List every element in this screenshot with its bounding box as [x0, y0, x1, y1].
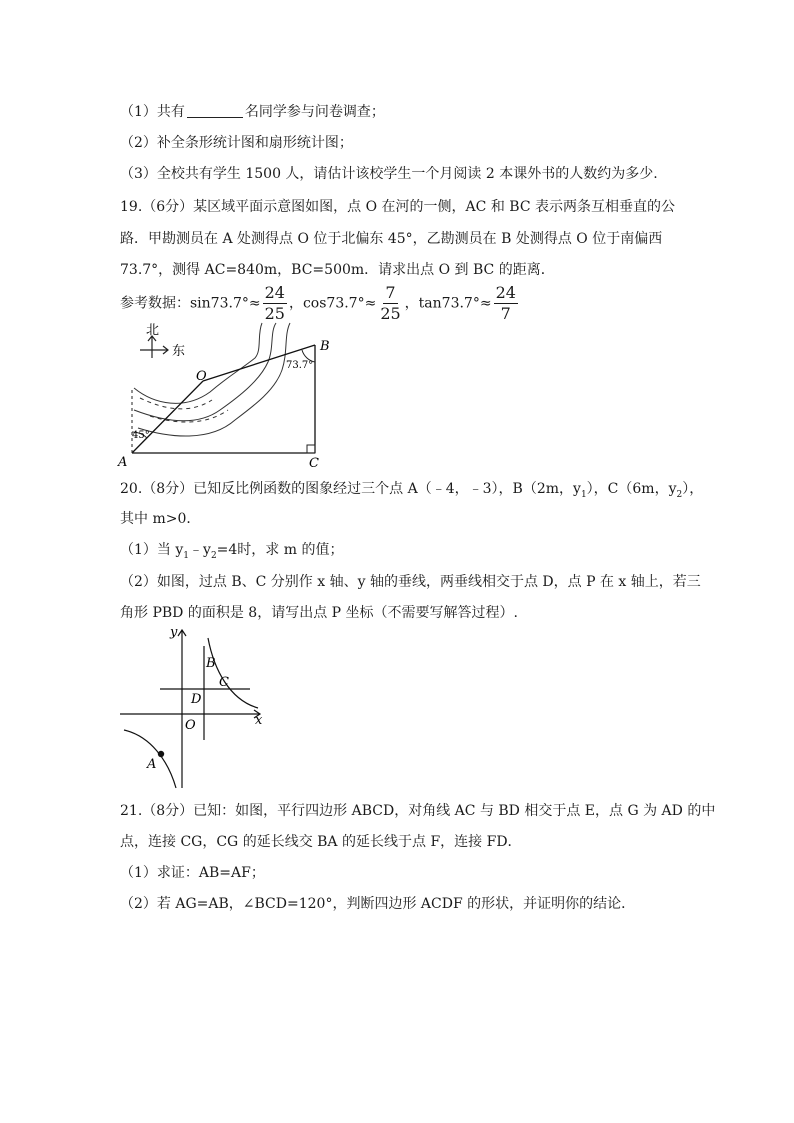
point-c-label: C: [309, 456, 319, 470]
point-o-label: O: [196, 369, 207, 384]
q21-line2: 点，连接 CG，CG 的延长线交 BA 的延长线于点 F，连接 FD．: [120, 834, 522, 850]
q19-reference-data: [120, 283, 520, 324]
line-ao: [132, 381, 203, 453]
point-a-dot: [158, 751, 164, 757]
q20-item1-b: ﹣y: [189, 542, 211, 558]
q18-item1-post: 名同学参与问卷调查；: [244, 104, 385, 120]
subscript-1: 1: [580, 489, 587, 500]
compass-icon: [140, 336, 168, 358]
sin-label: 参考数据：sin73.7°≈: [120, 295, 261, 312]
q20-item2-line1: （2）如图，过点 B、C 分别作 x 轴、y 轴的垂线，两垂线相交于点 D，点 P 在 x 轴上，若三: [120, 574, 701, 590]
q18-item2: （2）补全条形统计图和扇形统计图；: [120, 135, 353, 151]
hyperbola-branch-1: [208, 638, 258, 708]
q20-line1-a: 20.（8分）已知反比例函数的图象经过三个点 A（﹣4，﹣3），B（2m，y: [120, 481, 581, 497]
point-b-label: B: [206, 656, 216, 671]
cos-fraction: [378, 283, 402, 324]
item1-subscript-2: 2: [210, 550, 217, 561]
q20-line2: 其中 m>0．: [120, 511, 201, 527]
point-d-label: D: [191, 692, 202, 707]
tan-fraction: [494, 283, 518, 324]
q19-line3: 73.7°，测得 AC=840m，BC=500m．请求出点 O 到 BC 的距离．: [120, 262, 555, 278]
q21-item2: （2）若 AG=AB，∠BCD=120°，判断四边形 ACDF 的形状，并证明你的结论．: [120, 896, 636, 912]
q20-line1-c: ），: [682, 481, 704, 497]
tan-label: ，tan73.7°≈: [404, 295, 492, 312]
origin-label: O: [185, 718, 196, 733]
east-label: 东: [172, 344, 186, 359]
q19-map-figure: [110, 320, 340, 470]
q18-item1-pre: （1）共有: [120, 104, 185, 120]
answer-blank: [187, 103, 243, 118]
cos-numerator: 7: [385, 283, 396, 302]
point-b-label: B: [320, 339, 330, 354]
q19-line1: 19.（6分）某区域平面示意图如图，点 O 在河的一侧，AC 和 BC 表示两条互相垂直的公: [120, 199, 675, 215]
q20-item2-line2: 角形 PBD 的面积是 8，请写出点 P 坐标（不需要写解答过程）.: [120, 605, 518, 621]
angle-b-label: 73.7°: [286, 360, 314, 371]
tan-numerator: 24: [495, 283, 516, 302]
y-axis-label: y: [170, 625, 178, 640]
q18-item1: [120, 102, 385, 122]
right-angle-mark: [307, 445, 315, 453]
q21-line1: 21.（8分）已知：如图，平行四边形 ABCD，对角线 AC 与 BD 相交于点 E，点 G 为 AD 的中: [120, 803, 716, 819]
sin-fraction: [263, 283, 287, 324]
q20-item1-a: （1）当 y: [120, 542, 184, 558]
q20-line1: [120, 479, 703, 505]
q19-line2: 路．甲勘测员在 A 处测得点 O 位于北偏东 45°，乙勘测员在 B 处测得点 O 位于南偏西: [120, 231, 663, 247]
river: [134, 323, 290, 436]
sin-denominator: 25: [264, 304, 285, 323]
item1-subscript-1: 1: [183, 550, 190, 561]
sin-numerator: 24: [264, 283, 285, 302]
cos-label: ，cos73.7°≈: [288, 295, 377, 312]
q21-item1: （1）求证：AB=AF；: [120, 865, 265, 881]
point-a-label: A: [147, 757, 157, 772]
point-c-label: C: [219, 675, 229, 690]
q18-item3: （3）全校共有学生 1500 人，请估计该校学生一个月阅读 2 本课外书的人数约为多少.: [120, 166, 658, 182]
q20-line1-b: ），C（6m，y: [586, 481, 677, 497]
point-a-label: A: [118, 455, 128, 470]
q20-item1-c: =4时，求 m 的值；: [216, 542, 344, 558]
subscript-2: 2: [676, 489, 683, 500]
cos-denominator: 25: [380, 304, 401, 323]
q20-item1: [120, 540, 344, 566]
q20-graph-figure: [110, 620, 280, 790]
x-axis-label: x: [255, 713, 263, 728]
north-label: 北: [146, 323, 160, 338]
angle-a-label: 45°: [132, 430, 150, 441]
tan-denominator: 7: [500, 304, 511, 323]
